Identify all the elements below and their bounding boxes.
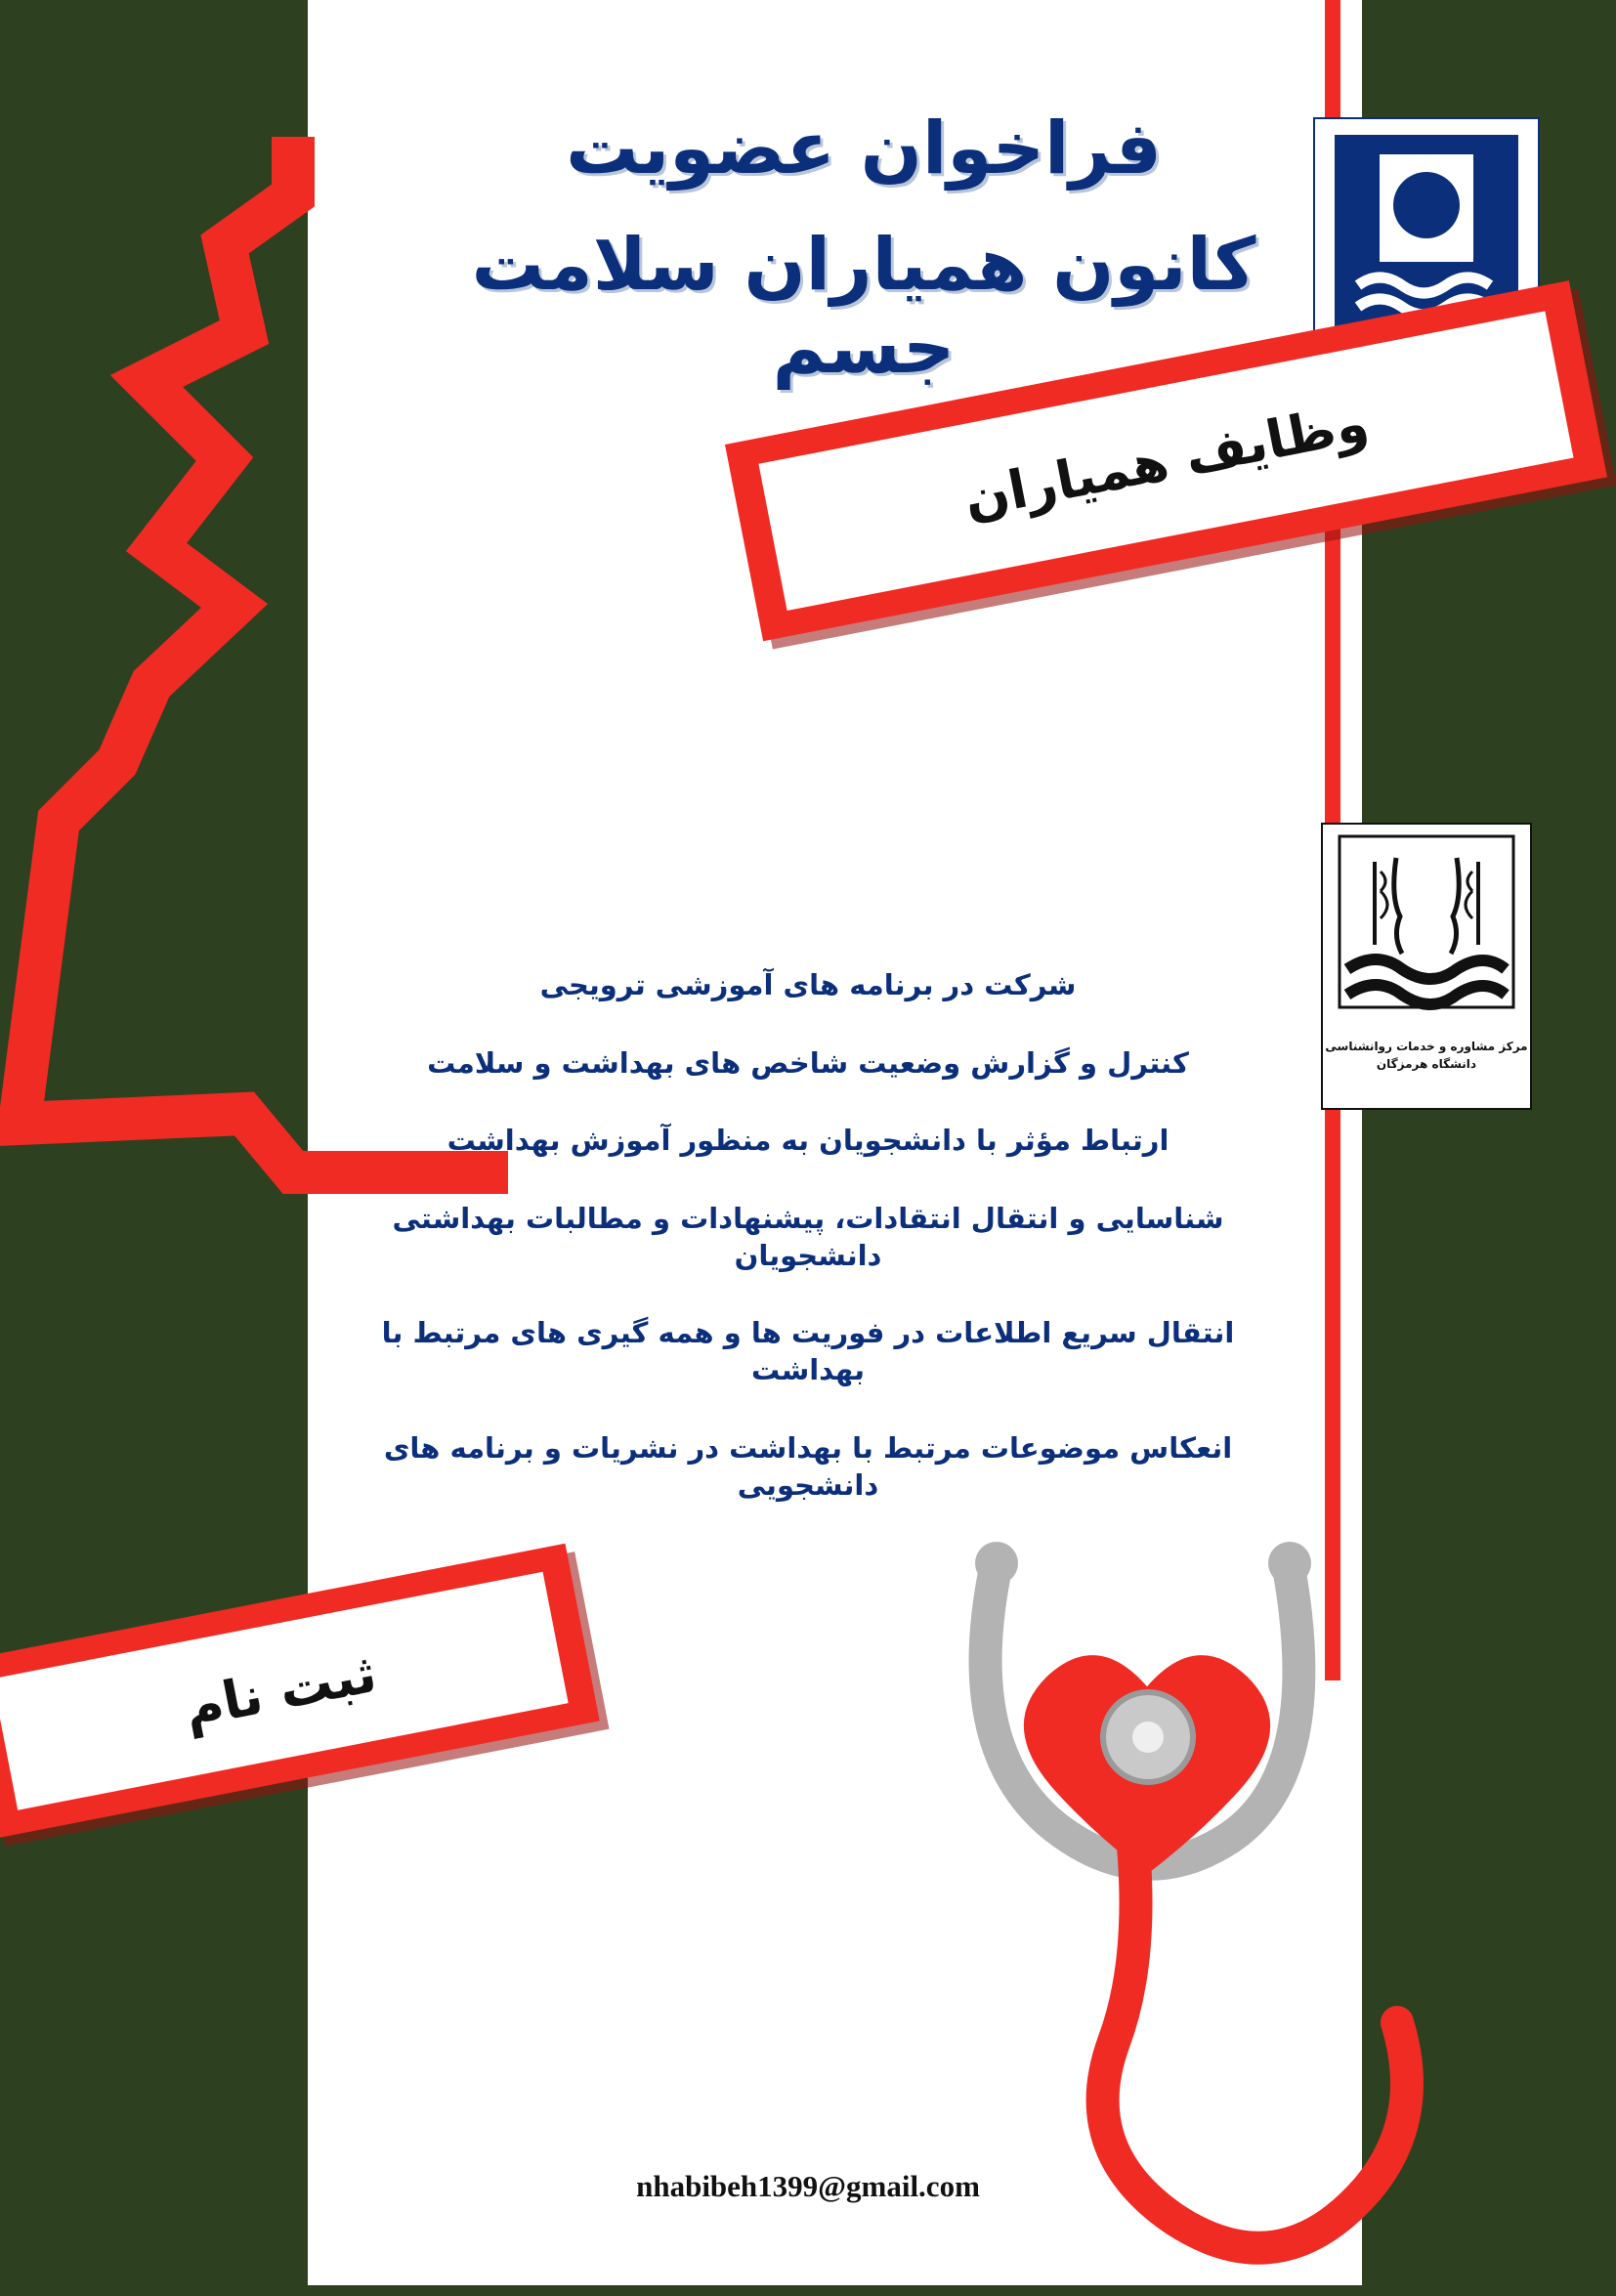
title-line-1: فراخوان عضویت [566, 106, 1162, 191]
duty-item: شناسایی و انتقال انتقادات، پیشنهادات و مطالبات بهداشتی دانشجویان [392, 1202, 1224, 1272]
duty-item: کنترل و گزارش وضعیت شاخص های بهداشت و سلامت [427, 1045, 1189, 1080]
registration-ribbon-label: ثبت نام [179, 1641, 382, 1740]
duty-item: ارتباط مؤثر با دانشجویان به منظور آموزش بهداشت [447, 1124, 1169, 1158]
contact-email: nhabibeh1399@gmail.com [636, 2169, 980, 2203]
title-line-2: کانون همیاران سلامت جسم [471, 223, 1256, 391]
duty-item: انتقال سریع اطلاعات در فوریت ها و همه گیری های مرتبط با بهداشت [381, 1316, 1235, 1387]
counseling-center-logo [1321, 823, 1532, 1110]
duty-item: انعکاس موضوعات مرتبط با بهداشت در نشریات و برنامه های دانشجویی [383, 1430, 1233, 1502]
counseling-emblem-icon [1336, 832, 1517, 1038]
counseling-logo-caption: مرکز مشاوره و خدمات روانشناسی دانشگاه هرمزگان [1325, 1040, 1528, 1071]
duty-item: شرکت در برنامه های آموزشی ترویجی [539, 968, 1077, 1001]
duties-ribbon-label: وظایف همیاران [958, 391, 1374, 531]
duties-list [322, 967, 1294, 1545]
poster-title [434, 107, 1294, 390]
